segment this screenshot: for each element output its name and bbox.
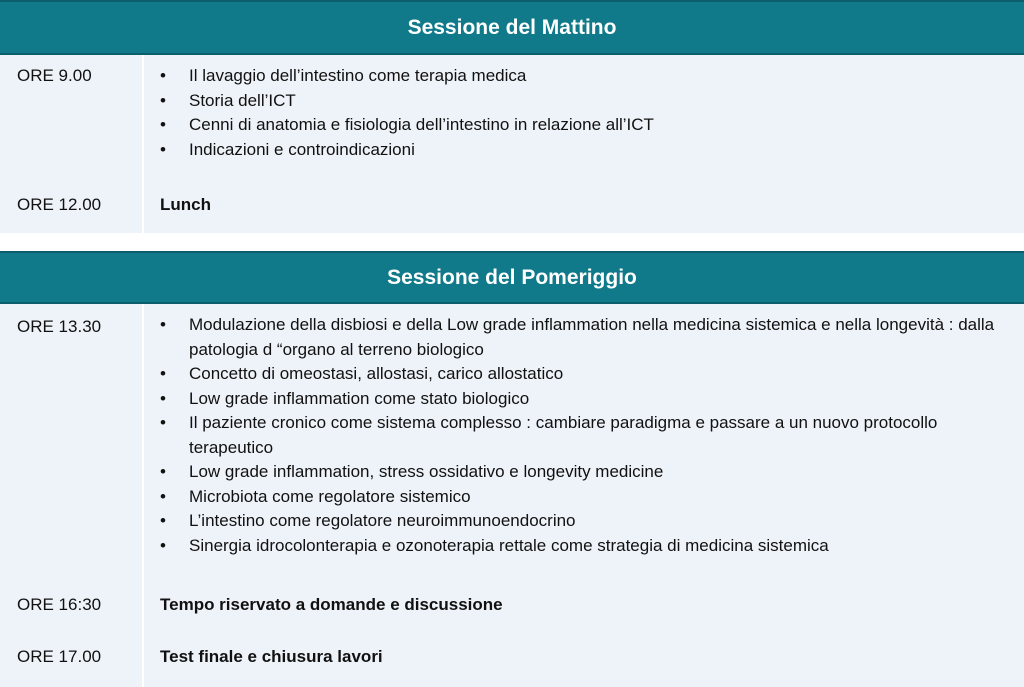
topic-text: Indicazioni e controindicazioni [189,139,415,159]
afternoon-session [0,251,1024,687]
row-content [160,64,1012,162]
row-content [160,593,1012,617]
topic-text: Il paziente cronico come sistema complesso : cambiare paradigma e passare a un nuovo protocollo terapeutico [189,413,938,457]
time-label: ORE 17.00 [17,647,102,666]
bullet-icon: • [160,364,166,383]
time-label: ORE 12.00 [17,195,102,214]
list-item [160,460,1006,485]
list-item [160,313,1006,362]
list-item [160,485,1006,510]
topic-text: Cenni di anatomia e fisiologia dell’intestino in relazione all’ICT [189,115,654,134]
morning-session-header [0,0,1024,55]
topic-text: Storia dell’ICT [189,90,296,110]
afternoon-schedule-table [0,304,1024,687]
bullet-icon: • [160,511,166,530]
bullet-icon: • [160,315,166,334]
bullet-icon: • [160,139,166,159]
topic-list [160,64,1012,162]
topic-text: Sinergia idrocolonterapia e ozonoterapia rettale come strategia di medicina sistemica [189,535,829,555]
topic-text: Low grade inflammation come stato biologico [189,388,530,408]
list-item [160,138,1012,163]
bullet-icon: • [160,66,166,85]
list-item [160,387,1006,412]
list-item [160,113,1012,138]
topic-text: Modulazione della disbiosi e della Low grade inflammation nella medicina sistemica e nella longevità : dalla patologia d “organo al terreno biologico [189,315,995,359]
bullet-icon: • [160,413,166,432]
topic-text: Il lavaggio dell’intestino come terapia medica [189,66,527,85]
bullet-icon: • [160,486,166,506]
morning-schedule-table [0,55,1024,233]
row-content [160,645,1012,669]
list-item [160,362,1006,387]
list-item [160,89,1012,114]
list-item [160,411,1006,460]
bullet-icon: • [160,535,166,555]
event-title: Test finale e chiusura lavori [160,647,383,666]
bullet-icon: • [160,388,166,408]
list-item [160,64,1012,89]
event-title: Tempo riservato a domande e discussione [160,595,503,614]
bullet-icon: • [160,462,166,481]
row-content [160,193,1012,217]
topic-list [160,313,1006,558]
afternoon-session-header [0,251,1024,304]
morning-session [0,0,1024,233]
event-title: Lunch [160,195,211,214]
afternoon-session-title: Sessione del Pomeriggio [387,265,637,289]
time-label: ORE 13.30 [17,317,102,336]
time-column [0,304,144,687]
topic-text: Microbiota come regolatore sistemico [189,486,471,506]
time-label: ORE 16:30 [17,595,102,614]
bullet-icon: • [160,115,166,134]
list-item [160,509,1006,534]
morning-session-title: Sessione del Mattino [407,15,617,39]
topic-text: Low grade inflammation, stress ossidativo e longevity medicine [189,462,664,481]
topic-text: Concetto di omeostasi, allostasi, carico allostatico [189,364,564,383]
list-item [160,534,1006,559]
row-content [160,313,1006,558]
topic-text: L’intestino come regolatore neuroimmunoendocrino [189,511,576,530]
time-label: ORE 9.00 [17,66,92,85]
bullet-icon: • [160,90,166,110]
